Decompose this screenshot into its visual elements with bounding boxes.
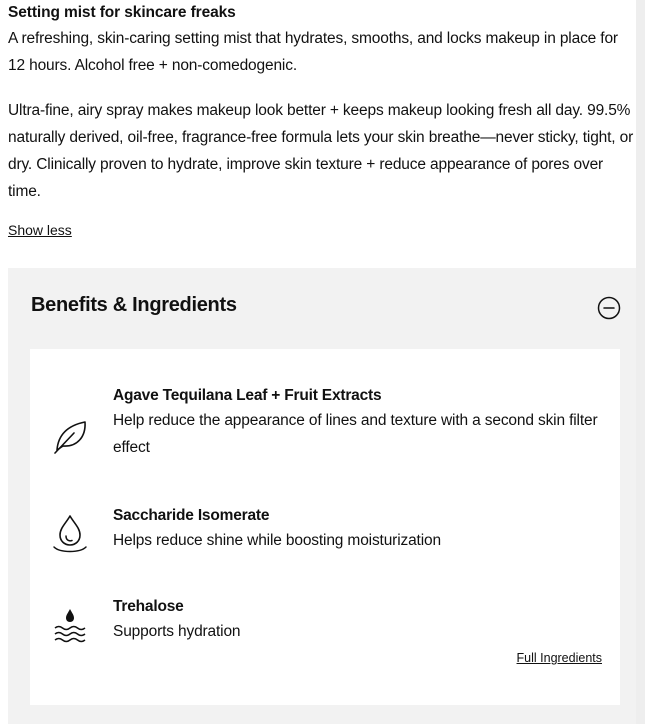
- product-description: [8, 0, 636, 240]
- leaf-icon: [48, 413, 92, 457]
- scrollbar-track[interactable]: [636, 0, 645, 724]
- full-ingredients-link[interactable]: Full Ingredients: [516, 651, 602, 665]
- ingredient-text: [113, 385, 613, 461]
- ingredient-description: Helps reduce shine while boosting moisturization: [113, 532, 441, 549]
- ingredient-name: Saccharide Isomerate: [113, 507, 270, 524]
- ingredient-text: [113, 596, 613, 645]
- minus-circle-icon: [597, 296, 621, 320]
- collapse-button[interactable]: [597, 296, 621, 320]
- ingredient-description: Help reduce the appearance of lines and texture with a second skin filter effect: [113, 412, 598, 456]
- benefits-ingredients-panel: [8, 268, 636, 724]
- water-drop-icon: [48, 511, 92, 555]
- ingredient-name: Trehalose: [113, 598, 184, 615]
- benefits-title: Benefits & Ingredients: [31, 294, 237, 316]
- description-paragraph: Ultra-fine, airy spray makes makeup look better + keeps makeup looking fresh all day. 99.5% naturally derived, oil-free, fragrance-free formula lets your skin breathe—never sticky, tight, or dry. Clinically proven to hydrate, improve skin texture + reduce appearance of pores over time.: [8, 102, 634, 200]
- ingredient-text: [113, 505, 613, 554]
- ingredient-name: Agave Tequilana Leaf + Fruit Extracts: [113, 387, 382, 404]
- show-less-link[interactable]: Show less: [8, 222, 72, 238]
- ingredients-card: [30, 349, 620, 705]
- ingredient-description: Supports hydration: [113, 623, 241, 640]
- drop-waves-icon: [48, 604, 92, 648]
- description-paragraph: A refreshing, skin-caring setting mist that hydrates, smooths, and locks makeup in place for 12 hours. Alcohol free + non-comedogenic.: [8, 30, 618, 74]
- description-title: Setting mist for skincare freaks: [8, 4, 236, 21]
